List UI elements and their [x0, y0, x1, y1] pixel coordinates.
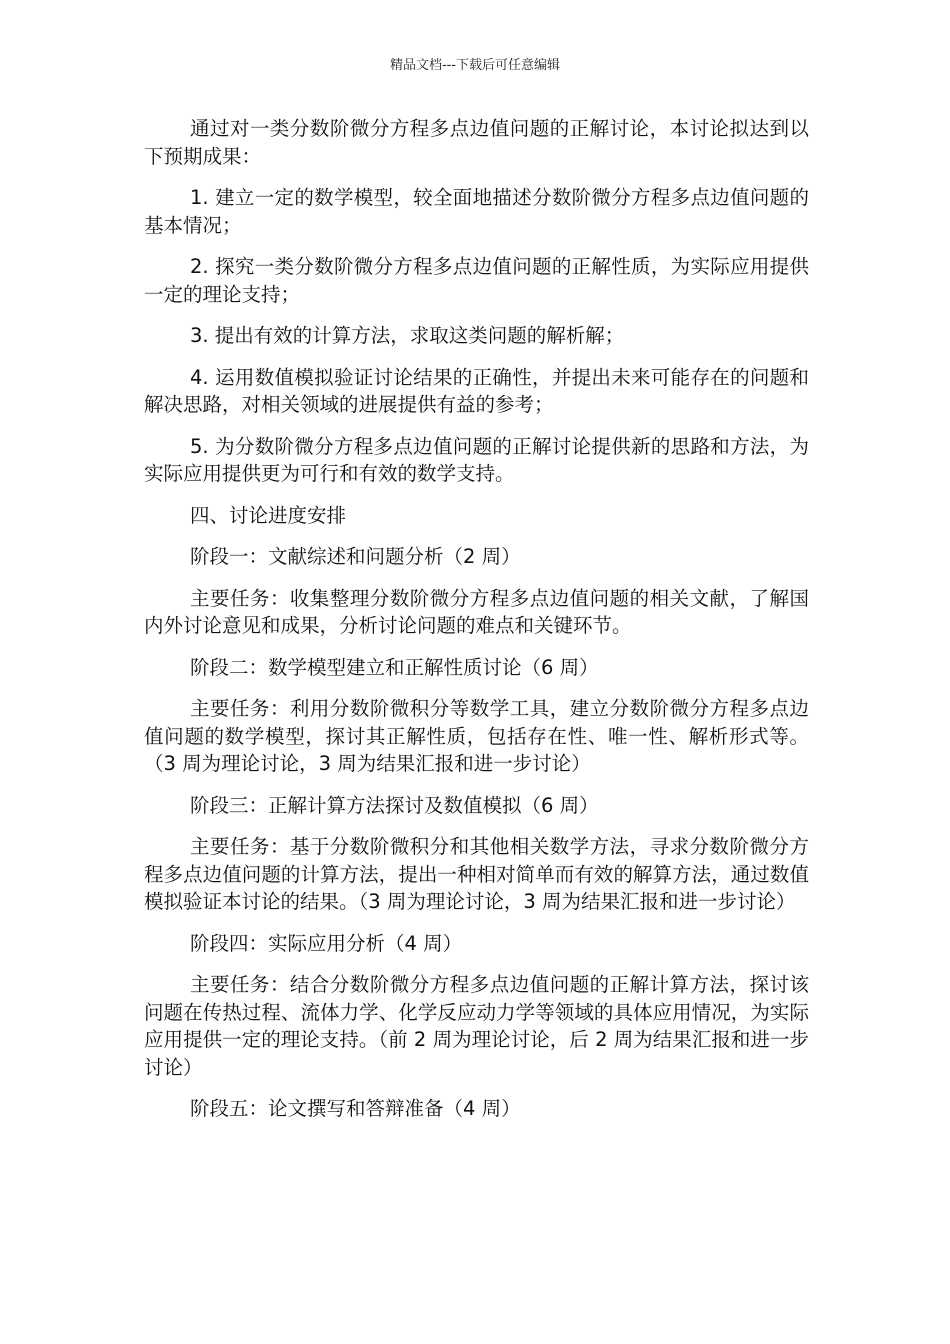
stage-3-heading: 阶段三：正解计算方法探讨及数值模拟（6 周） [190, 793, 599, 817]
stage-4-task: 主要任务：结合分数阶微分方程多点边值问题的正解计算方法，探讨该问题在传热过程、流体力学、化学反应动力学等领域的具体应用情况，为实际应用提供一定的理论支持。（前 2 周为理论讨论，后 2 周为结果汇报和进一步讨论） [144, 973, 809, 1079]
paragraph-outcome-5: 5. 为分数阶微分方程多点边值问题的正解讨论提供新的思路和方法，为实际应用提供更为可行和有效的数学支持。 [144, 434, 809, 485]
document-body [144, 115, 809, 1137]
stage-3-task: 主要任务：基于分数阶微积分和其他相关数学方法，寻求分数阶微分方程多点边值问题的计算方法，提出一种相对简单而有效的解算方法，通过数值模拟验证本讨论的结果。（3 周为理论讨论，3 周为结果汇报和进一步讨论） [144, 835, 809, 913]
paragraph-outcome-1: 1. 建立一定的数学模型，较全面地描述分数阶微分方程多点边值问题的基本情况； [144, 186, 809, 237]
stage-1-heading: 阶段一：文献综述和问题分析（2 周） [190, 545, 521, 568]
paragraph-intro: 通过对一类分数阶微分方程多点边值问题的正解讨论，本讨论拟达到以下预期成果： [144, 117, 809, 168]
paragraph-outcome-4: 4. 运用数值模拟验证讨论结果的正确性，并提出未来可能存在的问题和解决思路，对相关领域的进展提供有益的参考； [144, 365, 809, 416]
stage-1-task: 主要任务：收集整理分数阶微分方程多点边值问题的相关文献，了解国内外讨论意见和成果，分析讨论问题的难点和关键环节。 [144, 586, 809, 637]
page-header: 精品文档---下载后可任意编辑 [389, 58, 561, 73]
paragraph-outcome-2: 2. 探究一类分数阶微分方程多点边值问题的正解性质，为实际应用提供一定的理论支持； [144, 255, 809, 306]
stage-5-heading: 阶段五：论文撰写和答辩准备（4 周） [190, 1097, 521, 1120]
stage-2-heading: 阶段二：数学模型建立和正解性质讨论（6 周） [190, 655, 599, 679]
paragraph-outcome-3: 3. 提出有效的计算方法，求取这类问题的解析解； [190, 324, 625, 347]
section-heading-schedule: 四、讨论进度安排 [190, 503, 347, 527]
stage-2-task: 主要任务：利用分数阶微积分等数学工具，建立分数阶微分方程多点边值问题的数学模型，探讨其正解性质，包括存在性、唯一性、解析形式等。（3 周为理论讨论，3 周为结果汇报和进一步讨论） [144, 697, 809, 775]
stage-4-heading: 阶段四：实际应用分析（4 周） [190, 931, 463, 955]
